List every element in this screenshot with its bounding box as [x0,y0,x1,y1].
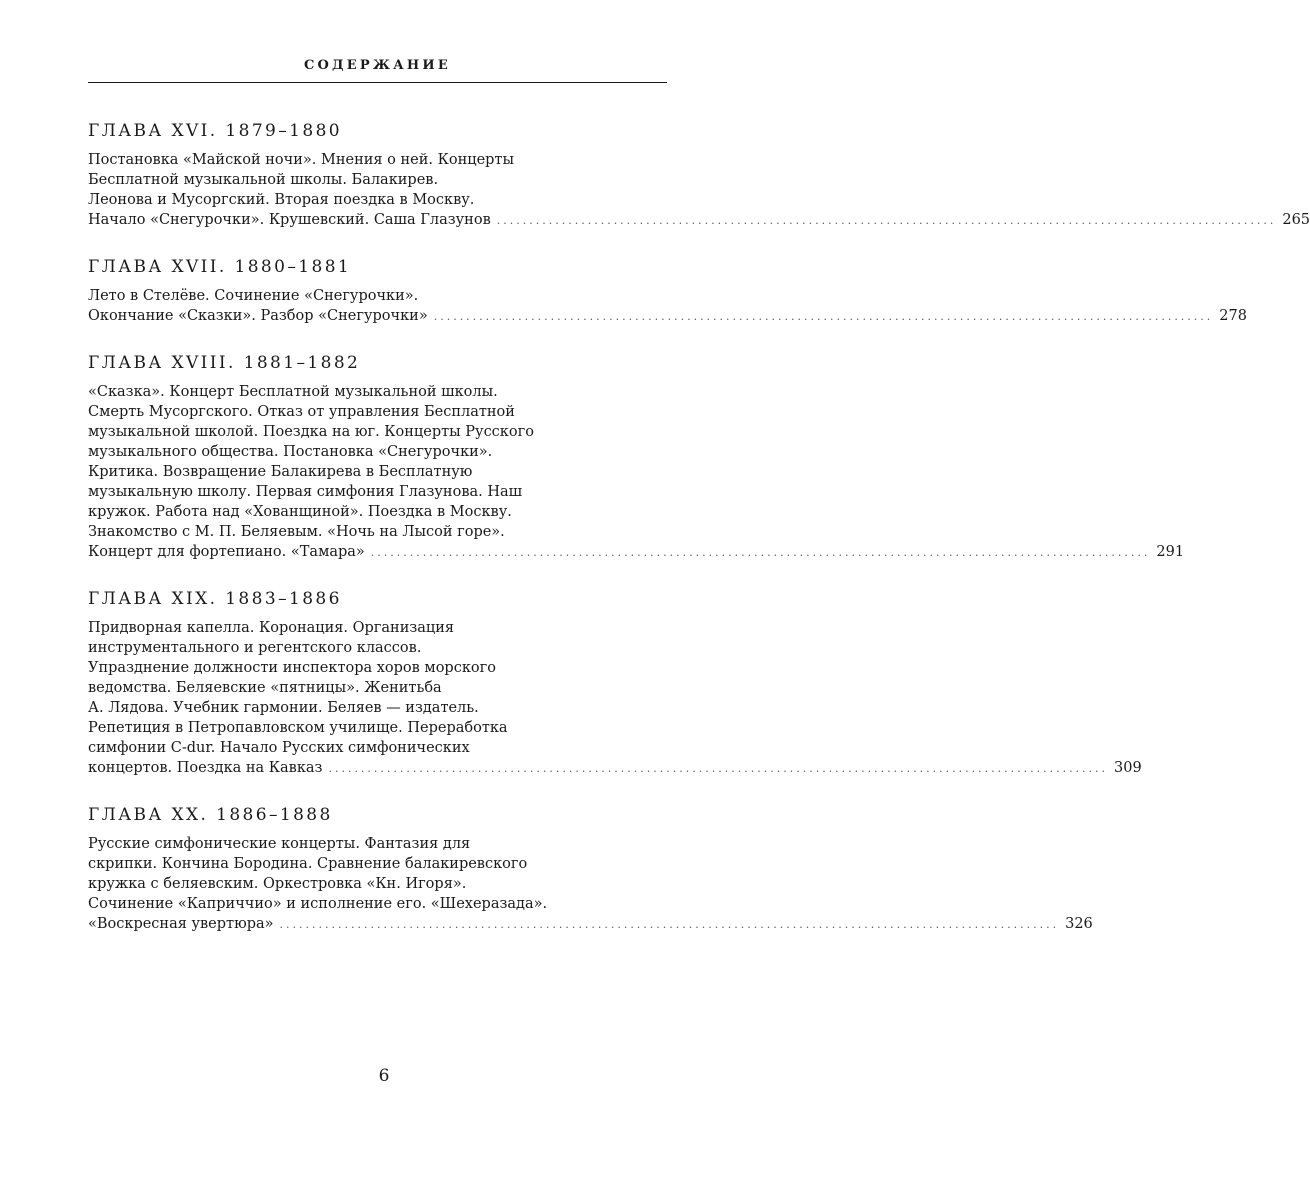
chapter-summary-line: Постановка «Майской ночи». Мнения о ней. Концерты [88,152,514,168]
chapter-entry-16 [88,118,1310,231]
chapter-summary-line: Начало «Снегурочки». Крушевский. Саша Глазунов [88,212,491,228]
chapter-summary-line: Лето в Стелёве. Сочинение «Снегурочки». [88,288,419,304]
header-rule [88,82,667,83]
chapter-last-line [88,914,1093,935]
page-reference: 265 [1282,212,1310,228]
page-reference: 309 [1114,760,1142,776]
chapter-summary-line: Леонова и Мусоргский. Вторая поездка в Москву. [88,192,475,208]
chapter-summary-line: Бесплатной музыкальной школы. Балакирев. [88,172,439,188]
chapter-summary-line: инструментального и регентского классов. [88,640,422,656]
chapter-summary-line: ведомства. Беляевские «пятницы». Женитьба [88,680,442,696]
leader-dots: ........................................................................................................................ [279,918,1060,931]
chapter-summary-line: Репетиция в Петропавловском училище. Переработка [88,720,508,736]
chapter-summary-line: Придворная капелла. Коронация. Организация [88,620,455,636]
chapter-summary-line: музыкальной школой. Поездка на юг. Концерты Русского [88,424,534,440]
chapter-summary-line: кружка с беляевским. Оркестровка «Кн. Игоря». [88,876,467,892]
chapter-summary-line: музыкального общества. Постановка «Снегурочки». [88,444,493,460]
leader-dots: ........................................................................................................................ [496,214,1277,227]
chapter-summary-line: Упразднение должности инспектора хоров морского [88,660,496,676]
page-number: 6 [378,1066,390,1086]
chapter-entry-18 [88,350,1185,563]
chapter-summary-line: «Сказка». Концерт Бесплатной музыкальной школы. [88,384,498,400]
chapter-entry-19 [88,586,1142,779]
chapter-entry-17 [88,254,1247,327]
chapter-summary-line: Знакомство с М. П. Беляевым. «Ночь на Лысой горе». [88,524,505,540]
chapter-summary-line: Русские симфонические концерты. Фантазия для [88,836,471,852]
page-reference: 291 [1156,544,1185,560]
chapter-summary-line: музыкальную школу. Первая симфония Глазунова. Наш [88,484,523,500]
chapter-summary-line: симфонии C-dur. Начало Русских симфонических [88,740,470,756]
leader-dots: ........................................................................................................................ [328,762,1109,775]
chapter-summary-line: кружок. Работа над «Хованщиной». Поездка в Москву. [88,504,512,520]
leader-dots: ........................................................................................................................ [433,310,1214,323]
chapter-summary-line: Сочинение «Каприччио» и исполнение его. «Шехеразада». [88,896,548,912]
chapter-title: ГЛАВА XIX. 1883–1886 [88,589,342,609]
chapter-summary-line: Смерть Мусоргского. Отказ от управления Бесплатной [88,404,515,420]
chapter-title: ГЛАВА XVI. 1879–1880 [88,121,343,141]
chapter-title: ГЛАВА XVIII. 1881–1882 [88,353,361,373]
chapter-summary-line: концертов. Поездка на Кавказ [88,760,323,776]
chapter-summary-line: «Воскресная увертюра» [88,916,274,932]
running-header: СОДЕРЖАНИЕ [303,58,452,73]
leader-dots: ........................................................................................................................ [370,546,1151,559]
chapter-entry-20 [88,802,1093,935]
chapter-summary-line: А. Лядова. Учебник гармонии. Беляев — издатель. [88,700,479,716]
chapter-summary-line: Концерт для фортепиано. «Тамара» [88,544,365,560]
chapter-last-line [88,542,1185,563]
chapter-last-line [88,306,1247,327]
chapter-summary-line: скрипки. Кончина Бородина. Сравнение балакиревского [88,856,528,872]
table-of-contents [88,118,1310,958]
chapter-last-line [88,210,1310,231]
chapter-title: ГЛАВА XX. 1886–1888 [88,805,333,825]
chapter-summary-line: Критика. Возвращение Балакирева в Бесплатную [88,464,473,480]
chapter-last-line [88,758,1142,779]
page-reference: 326 [1065,916,1093,932]
chapter-title: ГЛАВА XVII. 1880–1881 [88,257,352,277]
chapter-summary-line: Окончание «Сказки». Разбор «Снегурочки» [88,308,428,324]
page-reference: 278 [1219,308,1247,324]
